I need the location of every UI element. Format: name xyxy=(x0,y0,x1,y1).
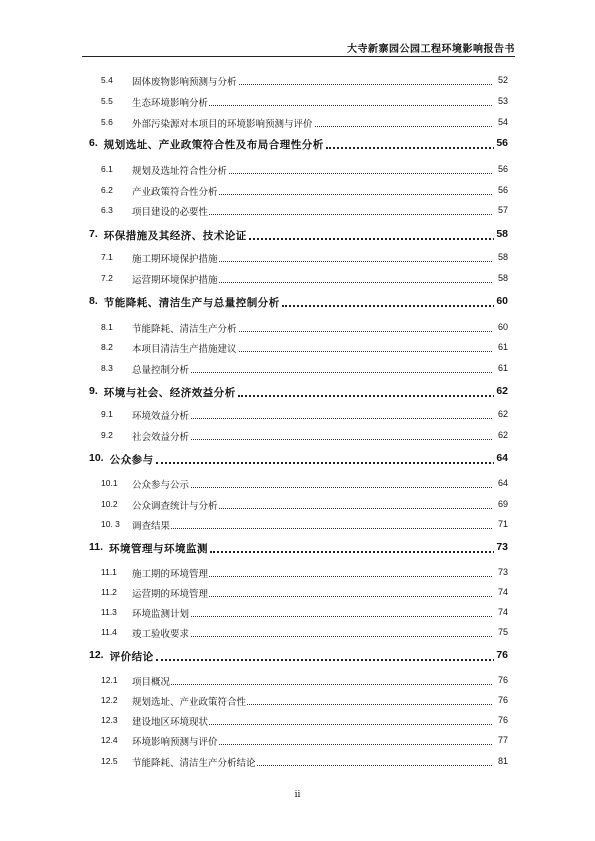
toc-entry-number: 11. xyxy=(89,541,104,553)
toc-entry-title: 项目建设的必要性 xyxy=(132,204,209,218)
toc-entry-page: 74 xyxy=(497,607,508,617)
toc-section-entry[interactable] xyxy=(0,733,595,751)
toc-entry-title: 环境与社会、经济效益分析 xyxy=(103,387,236,399)
toc-entry-title: 公众参与 xyxy=(109,454,154,466)
toc-chapter-entry[interactable] xyxy=(0,385,595,403)
toc-entry-page: 60 xyxy=(497,322,508,332)
toc-entry-number: 12.4 xyxy=(101,735,118,745)
toc-entry-title: 运营期环境保护措施 xyxy=(132,272,219,286)
toc-entry-number: 11.3 xyxy=(101,607,117,617)
toc-entry-page: 62 xyxy=(497,430,508,440)
toc-section-entry[interactable] xyxy=(0,585,595,603)
toc-entry-title: 公众调查统计与分析 xyxy=(132,498,219,512)
toc-entry-page: 53 xyxy=(497,96,508,106)
toc-entry-title: 环境监测计划 xyxy=(132,606,190,620)
toc-entry-title: 外部污染源对本项目的环境影响预测与评价 xyxy=(132,116,314,130)
toc-entry-number: 11.2 xyxy=(101,587,117,597)
toc-section-entry[interactable] xyxy=(0,517,595,535)
toc-entry-number: 12. xyxy=(89,649,104,661)
toc-entry-number: 7. xyxy=(89,228,98,240)
toc-entry-page: 75 xyxy=(497,627,508,637)
toc-entry-title: 环境效益分析 xyxy=(132,408,190,422)
dot-leader xyxy=(282,305,495,307)
toc-entry-title: 社会效益分析 xyxy=(132,429,190,443)
toc-entry-page: 61 xyxy=(497,342,508,352)
page-number: ii xyxy=(294,790,301,800)
toc-chapter-entry[interactable] xyxy=(0,137,595,155)
toc-entry-title: 运营期的环境管理 xyxy=(132,586,209,600)
toc-entry-title: 产业政策符合性分析 xyxy=(132,184,219,198)
toc-section-entry[interactable] xyxy=(0,320,595,338)
toc-section-entry[interactable] xyxy=(0,203,595,221)
dot-leader xyxy=(132,684,492,685)
toc-chapter-entry[interactable] xyxy=(0,228,595,246)
dot-leader xyxy=(326,147,495,149)
toc-entry-number: 12.3 xyxy=(101,715,118,725)
toc-entry-number: 10.2 xyxy=(101,499,118,509)
toc-entry-number: 9.1 xyxy=(101,409,113,419)
toc-entry-number: 6.2 xyxy=(101,185,113,195)
toc-section-entry[interactable] xyxy=(0,693,595,711)
toc-chapter-entry[interactable] xyxy=(0,295,595,313)
toc-entry-number: 9. xyxy=(89,385,98,397)
toc-entry-page: 57 xyxy=(497,205,508,215)
toc-entry-title: 规划选址、产业政策符合性及布局合理性分析 xyxy=(103,139,324,151)
toc-chapter-entry[interactable] xyxy=(0,649,595,667)
toc-section-entry[interactable] xyxy=(0,94,595,112)
toc-entry-title: 项目概况 xyxy=(132,674,171,688)
toc-chapter-entry[interactable] xyxy=(0,541,595,559)
toc-section-entry[interactable] xyxy=(0,565,595,583)
toc-entry-number: 6.3 xyxy=(101,205,113,215)
toc-entry-number: 10. xyxy=(89,452,104,464)
toc-entry-page: 73 xyxy=(497,567,508,577)
toc-section-entry[interactable] xyxy=(0,428,595,446)
toc-entry-page: 77 xyxy=(497,735,508,745)
toc-entry-number: 6. xyxy=(89,137,98,149)
toc-entry-page: 81 xyxy=(497,756,508,766)
toc-section-entry[interactable] xyxy=(0,605,595,623)
toc-entry-number: 12.1 xyxy=(101,675,118,685)
toc-section-entry[interactable] xyxy=(0,183,595,201)
toc-entry-page: 76 xyxy=(496,649,508,661)
toc-entry-title: 建设地区环境现状 xyxy=(132,714,209,728)
toc-entry-page: 73 xyxy=(496,541,508,553)
toc-section-entry[interactable] xyxy=(0,115,595,133)
toc-section-entry[interactable] xyxy=(0,340,595,358)
toc-entry-page: 76 xyxy=(497,675,508,685)
toc-entry-page: 52 xyxy=(497,75,508,85)
toc-entry-title: 施工期环境保护措施 xyxy=(132,251,219,265)
toc-entry-page: 76 xyxy=(497,695,508,705)
toc-section-entry[interactable] xyxy=(0,625,595,643)
toc-entry-title: 节能降耗、清洁生产分析 xyxy=(132,321,238,335)
toc-entry-number: 8.3 xyxy=(101,363,113,373)
toc-entry-page: 60 xyxy=(496,295,508,307)
dot-leader xyxy=(132,528,492,529)
toc-entry-number: 5.4 xyxy=(101,75,113,85)
toc-entry-number: 12.2 xyxy=(101,695,118,705)
toc-section-entry[interactable] xyxy=(0,271,595,289)
toc-entry-number: 7.2 xyxy=(101,273,113,283)
toc-entry-title: 环境管理与环境监测 xyxy=(109,543,209,555)
toc-entry-number: 8. xyxy=(89,295,98,307)
dot-leader xyxy=(156,659,495,661)
toc-entry-page: 64 xyxy=(496,452,508,464)
toc-entry-page: 62 xyxy=(497,409,508,419)
toc-entry-number: 10. 3 xyxy=(101,519,120,529)
toc-entry-title: 调查结果 xyxy=(132,518,171,532)
toc-entry-title: 生态环境影响分析 xyxy=(132,95,209,109)
toc-entry-page: 69 xyxy=(497,499,508,509)
toc-entry-page: 58 xyxy=(496,228,508,240)
toc-entry-page: 56 xyxy=(496,137,508,149)
document-title: 大寺新寨园公园工程环境影响报告书 xyxy=(347,44,515,55)
toc-entry-number: 10.1 xyxy=(101,478,118,488)
toc-section-entry[interactable] xyxy=(0,73,595,91)
toc-entry-page: 54 xyxy=(497,117,508,127)
toc-entry-title: 规划选址、产业政策符合性 xyxy=(132,694,247,708)
page-header xyxy=(82,38,515,57)
toc-entry-page: 58 xyxy=(497,273,508,283)
toc-entry-number: 12.5 xyxy=(101,756,118,766)
toc-entry-title: 评价结论 xyxy=(109,651,154,663)
toc-entry-page: 58 xyxy=(497,252,508,262)
toc-section-entry[interactable] xyxy=(0,361,595,379)
toc-entry-page: 61 xyxy=(497,363,508,373)
toc-entry-title: 环境影响预测与评价 xyxy=(132,734,219,748)
toc-section-entry[interactable] xyxy=(0,162,595,180)
toc-entry-title: 固体废物影响预测与分析 xyxy=(132,74,238,88)
toc-entry-title: 节能降耗、清洁生产与总量控制分析 xyxy=(103,297,280,309)
toc-entry-number: 8.2 xyxy=(101,342,113,352)
toc-entry-page: 56 xyxy=(497,164,508,174)
toc-entry-number: 11.4 xyxy=(101,627,117,637)
toc-entry-number: 9.2 xyxy=(101,430,113,440)
toc-entry-page: 76 xyxy=(497,715,508,725)
toc-entry-title: 总量控制分析 xyxy=(132,362,190,376)
toc-entry-title: 规划及选址符合性分析 xyxy=(132,163,228,177)
toc-entry-page: 74 xyxy=(497,587,508,597)
toc-entry-title: 节能降耗、清洁生产分析结论 xyxy=(132,755,257,769)
toc-section-entry[interactable] xyxy=(0,250,595,268)
toc-entry-number: 5.5 xyxy=(101,96,113,106)
toc-entry-number: 5.6 xyxy=(101,117,113,127)
toc-entry-number: 8.1 xyxy=(101,322,113,332)
toc-entry-number: 7.1 xyxy=(101,252,113,262)
dot-leader xyxy=(156,462,495,464)
toc-entry-page: 62 xyxy=(496,385,508,397)
toc-section-entry[interactable] xyxy=(0,497,595,515)
dot-leader xyxy=(210,551,495,553)
toc-section-entry[interactable] xyxy=(0,713,595,731)
toc-section-entry[interactable] xyxy=(0,407,595,425)
toc-entry-number: 6.1 xyxy=(101,164,113,174)
toc-section-entry[interactable] xyxy=(0,476,595,494)
toc-section-entry[interactable] xyxy=(0,673,595,691)
toc-entry-title: 环保措施及其经济、技术论证 xyxy=(103,230,247,242)
toc-chapter-entry[interactable] xyxy=(0,452,595,470)
toc-entry-page: 64 xyxy=(497,478,508,488)
dot-leader xyxy=(238,395,495,397)
toc-section-entry[interactable] xyxy=(0,754,595,772)
dot-leader xyxy=(249,238,495,240)
toc-entry-page: 71 xyxy=(497,519,508,529)
toc-entry-title: 施工期的环境管理 xyxy=(132,566,209,580)
toc-entry-title: 本项目清洁生产措施建议 xyxy=(132,341,238,355)
toc-entry-page: 56 xyxy=(497,185,508,195)
toc-entry-title: 竣工验收要求 xyxy=(132,626,190,640)
toc-entry-number: 11.1 xyxy=(101,567,117,577)
toc-entry-title: 公众参与公示 xyxy=(132,477,190,491)
